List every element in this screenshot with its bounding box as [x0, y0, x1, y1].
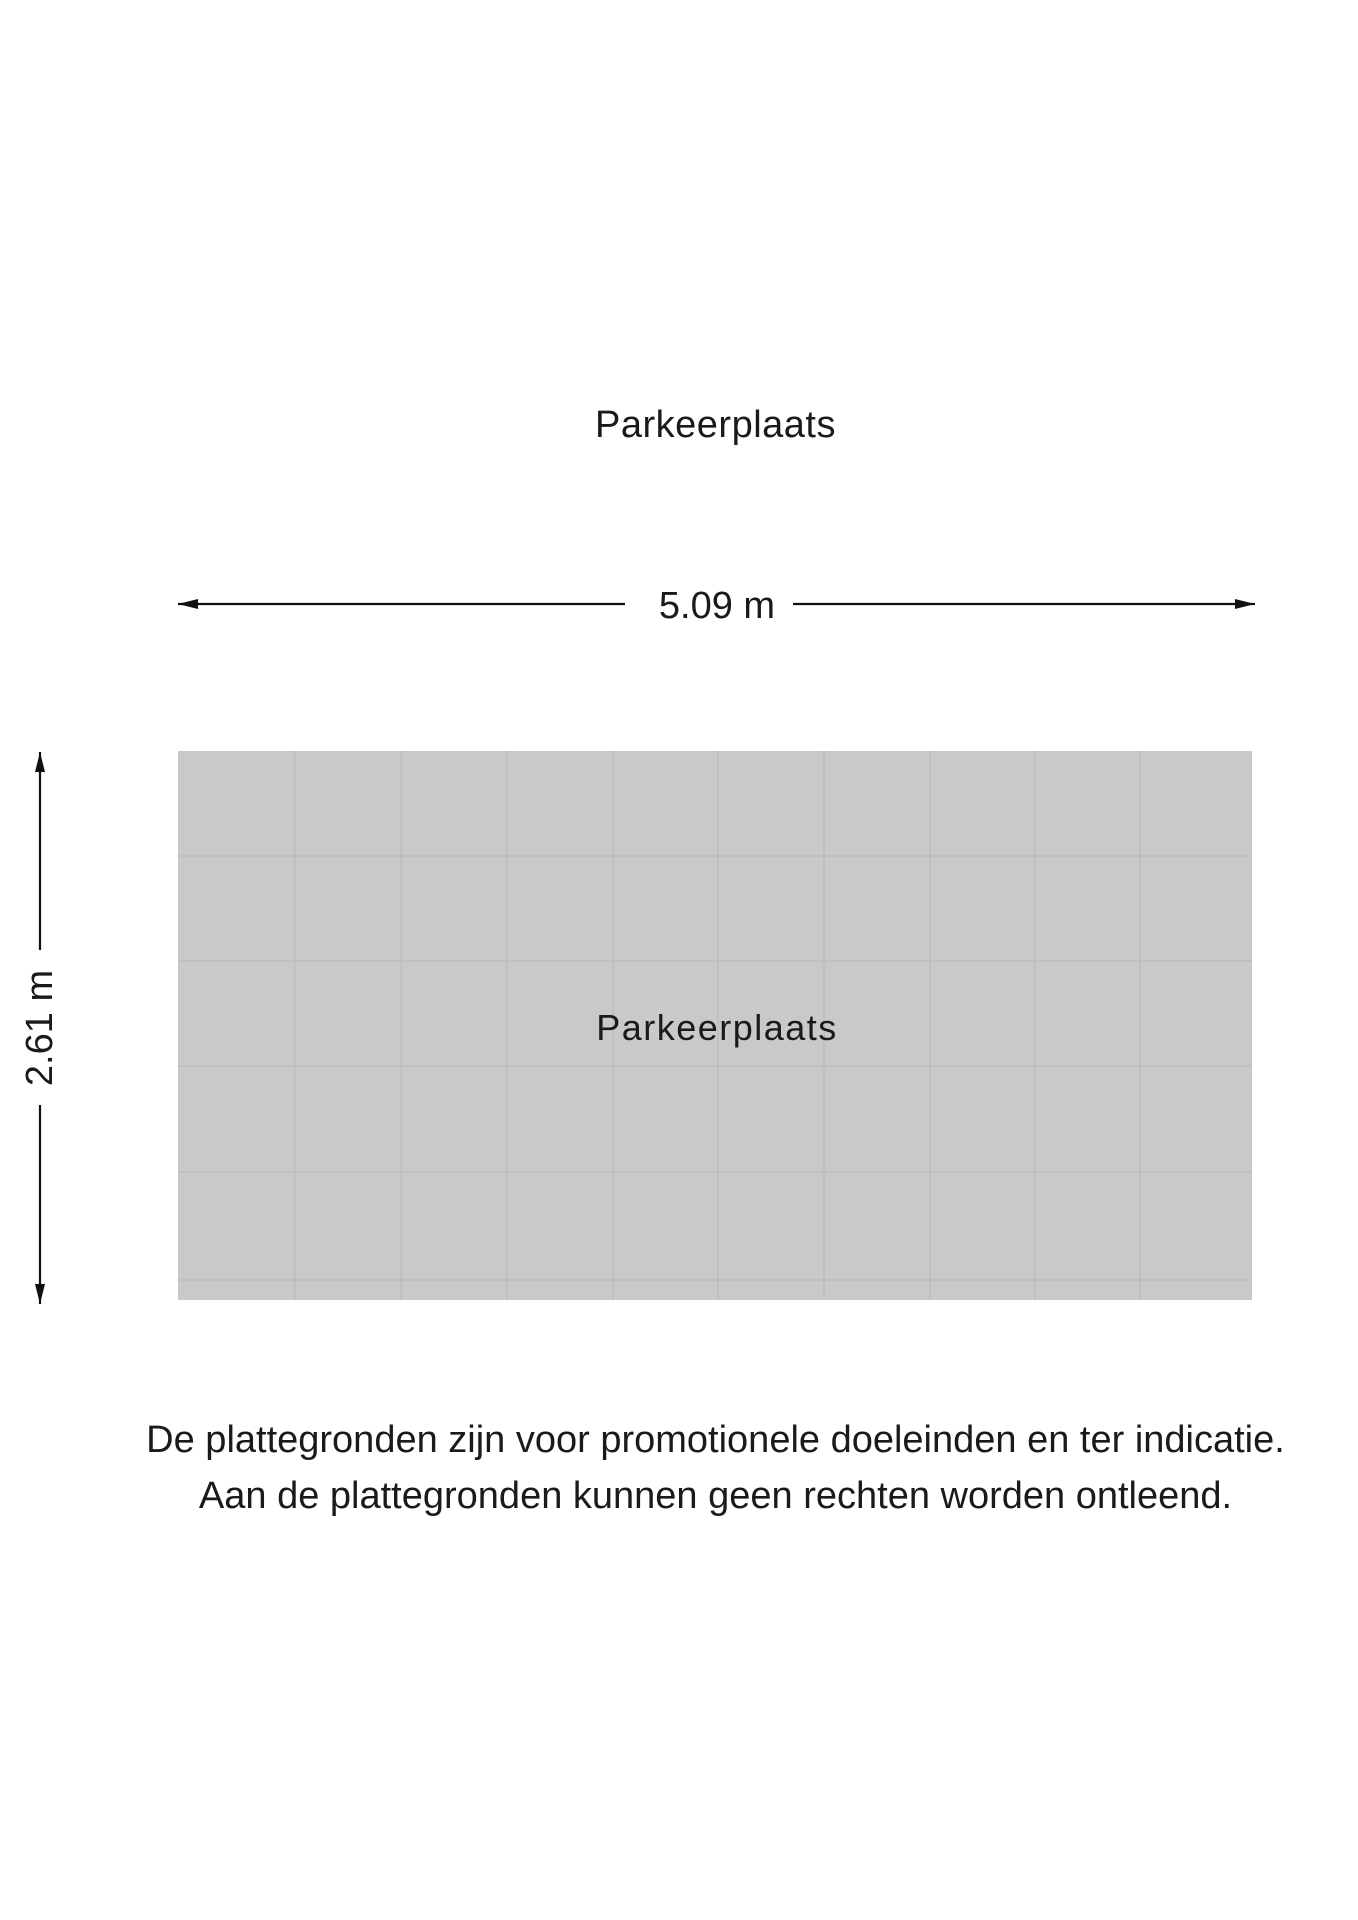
disclaimer-line-2: Aan de plattegronden kunnen geen rechten worden ontleend. [198, 1475, 1233, 1517]
floor-title: Parkeerplaats [595, 404, 836, 446]
width-dimension [178, 585, 1255, 627]
disclaimer-line-1: De plattegronden zijn voor promotionele doeleinden en ter indicatie. [146, 1419, 1285, 1461]
room-label: Parkeerplaats [596, 1007, 838, 1048]
depth-dimension-label: 2.61 m [19, 969, 61, 1087]
width-dimension-label: 5.09 m [658, 585, 776, 627]
depth-dimension [19, 752, 61, 1304]
disclaimer [0, 1412, 1358, 1524]
parking-space [178, 751, 1252, 1300]
